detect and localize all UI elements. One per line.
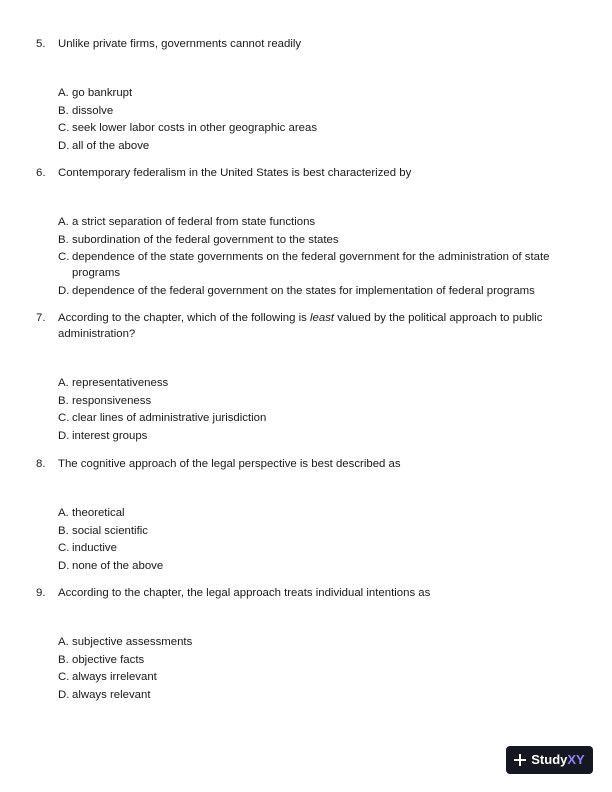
question-stem <box>36 456 592 472</box>
question-number: 8. <box>36 458 46 470</box>
question-6 <box>36 165 592 300</box>
option-c: C. seek lower labor costs in other geographic areas <box>58 122 318 135</box>
option-b: B. subordination of the federal government to the states <box>58 233 339 246</box>
question-text: According to the chapter, the legal approach treats individual intentions as <box>58 587 431 599</box>
question-number: 7. <box>36 312 46 324</box>
answer-options <box>36 214 592 299</box>
option-d: D. interest groups <box>58 429 148 442</box>
option-b: B. objective facts <box>58 653 145 666</box>
question-stem <box>36 165 592 181</box>
question-5 <box>36 36 592 155</box>
option-a: A. a strict separation of federal from state functions <box>58 216 316 228</box>
question-stem <box>36 36 592 52</box>
question-stem <box>36 310 592 342</box>
answer-options <box>36 505 592 574</box>
option-b: B. social scientific <box>58 524 148 537</box>
question-text: The cognitive approach of the legal perspective is best described as <box>58 458 401 470</box>
answer-options <box>36 634 592 703</box>
option-b: B. dissolve <box>58 104 114 117</box>
option-a: A. theoretical <box>58 507 125 519</box>
question-number: 5. <box>36 38 46 50</box>
question-8 <box>36 456 592 575</box>
question-text: Unlike private firms, governments cannot readily <box>58 38 302 50</box>
option-b: B. responsiveness <box>58 394 152 407</box>
question-number: 9. <box>36 587 46 599</box>
studyxy-logo <box>506 746 593 774</box>
answer-options <box>36 375 592 444</box>
option-c: C. clear lines of administrative jurisdiction <box>58 412 267 425</box>
option-c: C. dependence of the state governments on the federal government for the administration of state programs <box>58 251 550 280</box>
option-d: D. all of the above <box>58 139 150 152</box>
question-stem <box>36 585 592 601</box>
question-9 <box>36 585 592 704</box>
option-d: D. dependence of the federal government on the states for implementation of federal programs <box>58 284 535 297</box>
logo-brand-accent: XY <box>567 752 585 767</box>
option-d: D. always relevant <box>58 688 151 701</box>
option-a: A. go bankrupt <box>58 87 133 99</box>
option-a: A. subjective assessments <box>58 636 193 648</box>
option-c: C. inductive <box>58 542 117 555</box>
emphasis: least <box>310 312 335 324</box>
option-c: C. always irrelevant <box>58 671 157 684</box>
question-text: Contemporary federalism in the United States is best characterized by <box>58 167 412 179</box>
plus-icon <box>514 754 526 766</box>
logo-brand-main: Study <box>531 752 568 767</box>
answer-options <box>36 85 592 154</box>
question-7 <box>36 310 592 445</box>
option-a: A. representativeness <box>58 377 169 389</box>
option-d: D. none of the above <box>58 559 164 572</box>
question-number: 6. <box>36 167 46 179</box>
question-text: According to the chapter, which of the following is least valued by the political approach to public administration? <box>58 312 543 340</box>
